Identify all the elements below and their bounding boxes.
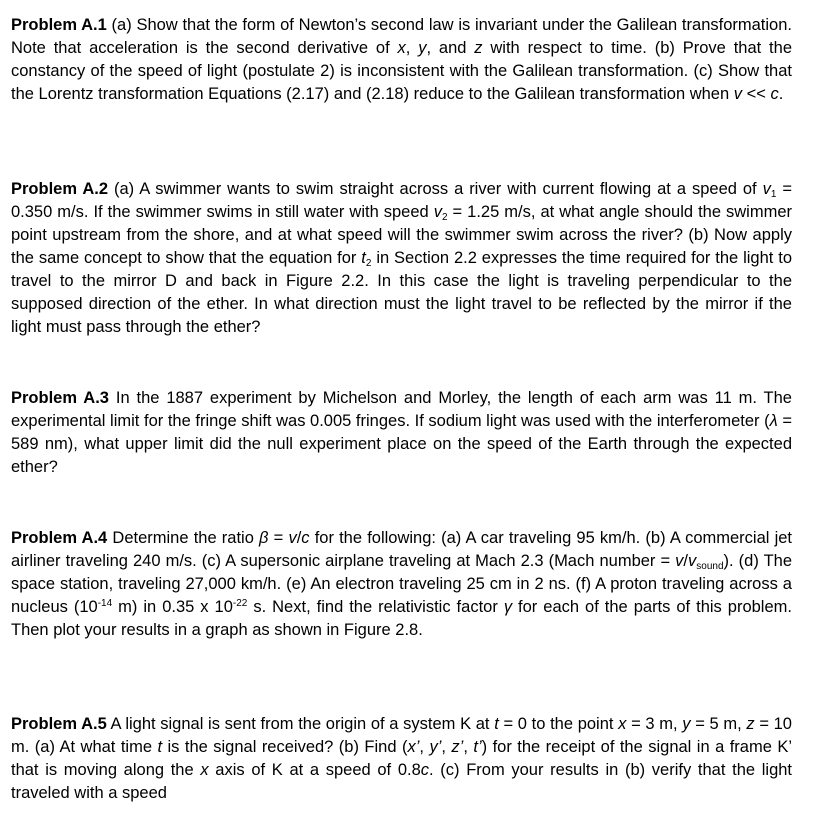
- problem-a3: Problem A.3 In the 1887 experiment by Michelson and Morley, the length of each arm was 11 m. The experimental limit for the fringe shift was 0.005 fringes. If sodium light was used with the interferometer (λ = 589 nm), what upper limit did the null experiment place on the speed of the Earth through the expected ether?: [11, 389, 792, 476]
- problem-a4: Problem A.4 Determine the ratio β = v/c for the following: (a) A car traveling 95 km/h. (b) A commercial jet airliner traveling 240 m/s. (c) A supersonic airplane traveling at Mach 2.3 (Mach number = $v/v_{sound}$). (d) The space station, traveling 27,000 km/h. (e) An electron traveling 25 cm in 2 ns. (f) A proton traveling across a nucleus ($10^{-14}$ m) in 0.35 x $10^{-22}$ s. Next, find the relativistic factor γ for each of the parts of this problem. Then plot your results in a graph as shown in Figure 2.8.: [11, 529, 793, 639]
- problem-title: Problem A.4: [11, 529, 108, 547]
- problem-title: Problem A.3: [11, 389, 109, 407]
- problem-title: Problem A.1: [11, 16, 107, 34]
- problem-a1: Problem A.1 (a) Show that the form of Newton’s second law is invariant under the Galilean transformation. Note that acceleration is the second derivative of x, y, and z with respect to time. (b) Prove that the constancy of the speed of light (postulate 2) is inconsistent with the Galilean transformation. (c) Show that the Lorentz transformation Equations (2.17) and (2.18) reduce to the Galilean transformation when v << c.: [11, 16, 792, 103]
- problem-a2: Problem A.2 (a) A swimmer wants to swim straight across a river with current flowing at a speed of $v_1 = 0.350$ m/s. If the swimmer swims in still water with speed $v_2 = 1.25$ m/s, at what angle should the swimmer point upstream from the shore, and at what speed will the swimmer swim across the river? (b) Now apply the same concept to show that the equation for $t_2$ in Section 2.2 expresses the time required for the light to travel to the mirror D and back in Figure 2.2. In this case the light is traveling perpendicular to the supposed direction of the ether. In what direction must the light travel to be reflected by the mirror if the light must pass through the ether?: [11, 180, 793, 336]
- problem-a5: Problem A.5 A light signal is sent from the origin of a system K at t = 0 to the point x = 3 m, y = 5 m, z = 10 m. (a) At what time t is the signal received? (b) Find (x’, y’, z’, t’) for the receipt of the signal in a frame K’ that is moving along the x axis of K at a speed of 0.8c. (c) From your results in (b) verify that the light traveled with a speed: [11, 715, 793, 802]
- problem-title: Problem A.2: [11, 180, 109, 198]
- problem-title: Problem A.5: [11, 715, 107, 733]
